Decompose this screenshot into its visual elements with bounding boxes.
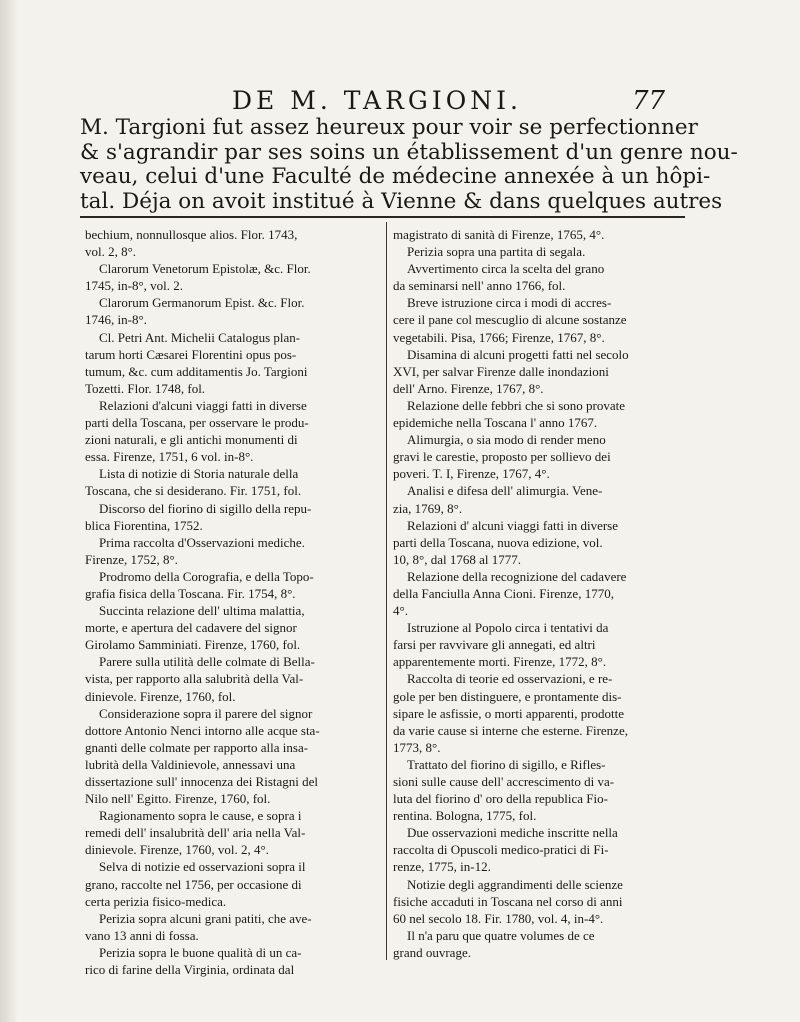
bibliography-line: essa. Firenze, 1751, 6 vol. in-8°.: [85, 449, 254, 465]
bibliography-line: Raccolta di teorie ed osservazioni, e re-: [407, 671, 613, 687]
bibliography-line: Prodromo della Corografia, e della Topo-: [99, 568, 314, 584]
bibliography-line: Relazione della recognizione del cadavere: [407, 568, 627, 584]
intro-line: tal. Déja on avoit institué à Vienne & dans quelques autres: [80, 188, 723, 214]
column-divider: [386, 222, 387, 960]
bibliography-line: Breve istruzione circa i modi di accres-: [407, 295, 612, 311]
bibliography-line: Considerazione sopra il parere del signor: [99, 705, 313, 721]
bibliography-line: vol. 2, 8°.: [85, 244, 137, 260]
bibliography-line: blica Fiorentina, 1752.: [85, 517, 203, 533]
bibliography-line: Disamina di alcuni progetti fatti nel secolo: [407, 346, 629, 362]
intro-line: veau, celui d'une Faculté de médecine annexée à un hôpi-: [80, 164, 711, 189]
bibliography-line: Avvertimento circa la scelta del grano: [407, 261, 605, 277]
bibliography-line: Alimurgia, o sia modo di render meno: [407, 432, 606, 448]
bibliography-line: sioni sulle cause dell' accrescimento di va-: [393, 774, 615, 789]
bibliography-line: rico di farine della Virginia, ordinata dal: [85, 962, 295, 978]
bibliography-line: Tozetti. Flor. 1748, fol.: [85, 380, 206, 396]
bibliography-line: Cl. Petri Ant. Michelii Catalogus plan-: [99, 329, 301, 345]
bibliography-line: da varie cause si interne che esterne. Firenze,: [393, 722, 628, 738]
bibliography-line: Selva di notizie ed osservazioni sopra il: [99, 859, 306, 875]
bibliography-line: Toscana, che si desiderano. Fir. 1751, fol.: [85, 483, 302, 499]
bibliography-line: renze, 1775, in-12.: [393, 859, 491, 875]
bibliography-line: grano, raccolte nel 1756, per occasione di: [85, 876, 302, 892]
bibliography-line: 1773, 8°.: [393, 739, 441, 755]
intro-paragraph: [80, 115, 738, 214]
bibliography-line: dottore Antonio Nenci intorno alle acque sta-: [85, 722, 320, 738]
bibliography-line: vista, per rapporto alla salubrità della Val-: [85, 671, 304, 687]
bibliography-line: 1745, in-8°, vol. 2.: [85, 278, 184, 294]
running-title: DE M. TARGIONI.: [232, 86, 522, 115]
left-column: [85, 226, 377, 978]
bibliography-line: Perizia sopra alcuni grani patiti, che ave-: [99, 910, 312, 926]
bibliography-line: raccolta di Opuscoli medico-pratici di Fi-: [393, 842, 609, 858]
bibliography-line: rentina. Bologna, 1775, fol.: [393, 808, 537, 824]
bibliography-line: Perizia sopra una partita di segala.: [407, 244, 586, 260]
bibliography-line: Analisi e difesa dell' alimurgia. Vene-: [407, 483, 603, 499]
bibliography-line: bechium, nonnullosque alios. Flor. 1743,: [85, 227, 298, 242]
bibliography-line: XVI, per salvar Firenze dalle inondazioni: [393, 363, 609, 379]
bibliography-line: Succinta relazione dell' ultima malattia,: [99, 603, 305, 619]
bibliography-line: apparentemente morti. Firenze, 1772, 8°.: [393, 654, 607, 670]
bibliography-line: vano 13 anni di fossa.: [85, 927, 199, 943]
bibliography-line: Relazioni d'alcuni viaggi fatti in diverse: [99, 397, 307, 413]
bibliography-line: Il n'a paru que quatre volumes de ce: [407, 927, 595, 943]
bibliography-line: 1746, in-8°.: [85, 312, 147, 328]
bibliography-line: 4°.: [393, 603, 408, 619]
right-column: [393, 226, 685, 961]
bibliography-line: Firenze, 1752, 8°.: [85, 551, 178, 567]
bibliography-line: Clarorum Venetorum Epistolæ, &c. Flor.: [99, 261, 311, 277]
bibliography-line: 10, 8°, dal 1768 al 1777.: [393, 551, 521, 567]
bibliography-line: magistrato di sanità di Firenze, 1765, 4°.: [393, 227, 605, 242]
bibliography-line: 60 nel secolo 18. Fir. 1780, vol. 4, in-4°.: [393, 910, 604, 926]
bibliography-line: Clarorum Germanorum Epist. &c. Flor.: [99, 295, 305, 311]
intro-line: & s'agrandir par ses soins un établissement d'un genre nou-: [80, 139, 738, 165]
bibliography-line: dissertazione sull' innocenza dei Ristagni del: [85, 774, 319, 789]
bibliography-line: Prima raccolta d'Osservazioni mediche.: [99, 534, 305, 550]
bibliography-line: epidemiche nella Toscana l' anno 1767.: [393, 415, 598, 431]
page-edge-shadow: [0, 0, 18, 1022]
bibliography-line: farsi per ravvivare gli annegati, ed altri: [393, 637, 596, 653]
bibliography-line: Lista di notizie di Storia naturale della: [99, 466, 299, 482]
bibliography-line: zia, 1769, 8°.: [393, 500, 463, 516]
bibliography-line: dell' Arno. Firenze, 1767, 8°.: [393, 380, 544, 396]
bibliography-line: Nilo nell' Egitto. Firenze, 1760, fol.: [85, 791, 271, 807]
bibliography-line: grafia fisica della Toscana. Fir. 1754, 8°.: [85, 585, 296, 601]
bibliography-line: parti della Toscana, nuova edizione, vol.: [393, 534, 603, 550]
bibliography-line: cere il pane col mescuglio di alcune sostanze: [393, 312, 627, 328]
bibliography-line: dinievole. Firenze, 1760, vol. 2, 4°.: [85, 842, 269, 858]
bibliography-line: zioni naturali, e gli antichi monumenti di: [85, 432, 298, 448]
bibliography-line: della Fanciulla Anna Cioni. Firenze, 1770,: [393, 585, 614, 601]
bibliography-line: Ragionamento sopra le cause, e sopra i: [99, 808, 302, 824]
bibliography-line: tumum, &c. cum additamentis Jo. Targioni: [85, 363, 308, 379]
bibliography-line: certa perizia fisico-medica.: [85, 893, 227, 909]
bibliography-line: sipare le asfissie, o morti apparenti, prodotte: [393, 705, 625, 721]
bibliography-line: Relazione delle febbri che si sono provate: [407, 397, 626, 413]
bibliography-line: grand ouvrage.: [393, 944, 471, 960]
bibliography-line: Parere sulla utilità delle colmate di Bella-: [99, 654, 315, 670]
bibliography-line: gravi le carestie, proposto per sollievo dei: [393, 449, 611, 465]
intro-line: M. Targioni fut assez heureux pour voir se perfectionner: [80, 115, 698, 140]
bibliography-line: tarum horti Cæsarei Florentini opus pos-: [85, 346, 297, 362]
bibliography-line: luta del fiorino d' oro della republica Fio-: [393, 791, 608, 807]
bibliography-line: lubrità della Valdinievole, annessavi una: [85, 756, 296, 772]
section-rule: [80, 216, 685, 218]
bibliography-line: morte, e apertura del cadavere del signor: [85, 620, 297, 636]
bibliography-line: dinievole. Firenze, 1760, fol.: [85, 688, 236, 704]
bibliography-line: Girolamo Samminiati. Firenze, 1760, fol.: [85, 637, 301, 653]
bibliography-line: Istruzione al Popolo circa i tentativi da: [407, 620, 609, 636]
bibliography-line: Trattato del fiorino di sigillo, e Rifles-: [407, 756, 606, 772]
bibliography-line: Notizie degli aggrandimenti delle scienze: [407, 876, 623, 892]
bibliography-line: da seminarsi nell' anno 1766, fol.: [393, 278, 566, 294]
bibliography-line: Relazioni d' alcuni viaggi fatti in diverse: [407, 517, 619, 533]
bibliography-line: parti della Toscana, per osservare le produ-: [85, 415, 309, 431]
bibliography-line: Due osservazioni mediche inscritte nella: [407, 825, 618, 841]
bibliography-line: Discorso del fiorino di sigillo della repu-: [99, 500, 312, 516]
page-number: 77: [632, 86, 666, 116]
bibliography-line: poveri. T. I, Firenze, 1767, 4°.: [393, 466, 550, 482]
bibliography-line: gnanti delle colmate per rapporto alla insa-: [85, 739, 309, 755]
bibliography-line: Perizia sopra le buone qualità di un ca-: [99, 944, 302, 960]
bibliography-line: fisiche accaduti in Toscana nel corso di anni: [393, 893, 623, 909]
page-header: [182, 86, 702, 116]
bibliography-line: gole per ben distinguere, e prontamente dis-: [393, 688, 622, 704]
bibliography-line: remedi dell' insalubrità dell' aria nella Val-: [85, 825, 306, 841]
bibliography-line: vegetabili. Pisa, 1766; Firenze, 1767, 8°.: [393, 329, 605, 345]
